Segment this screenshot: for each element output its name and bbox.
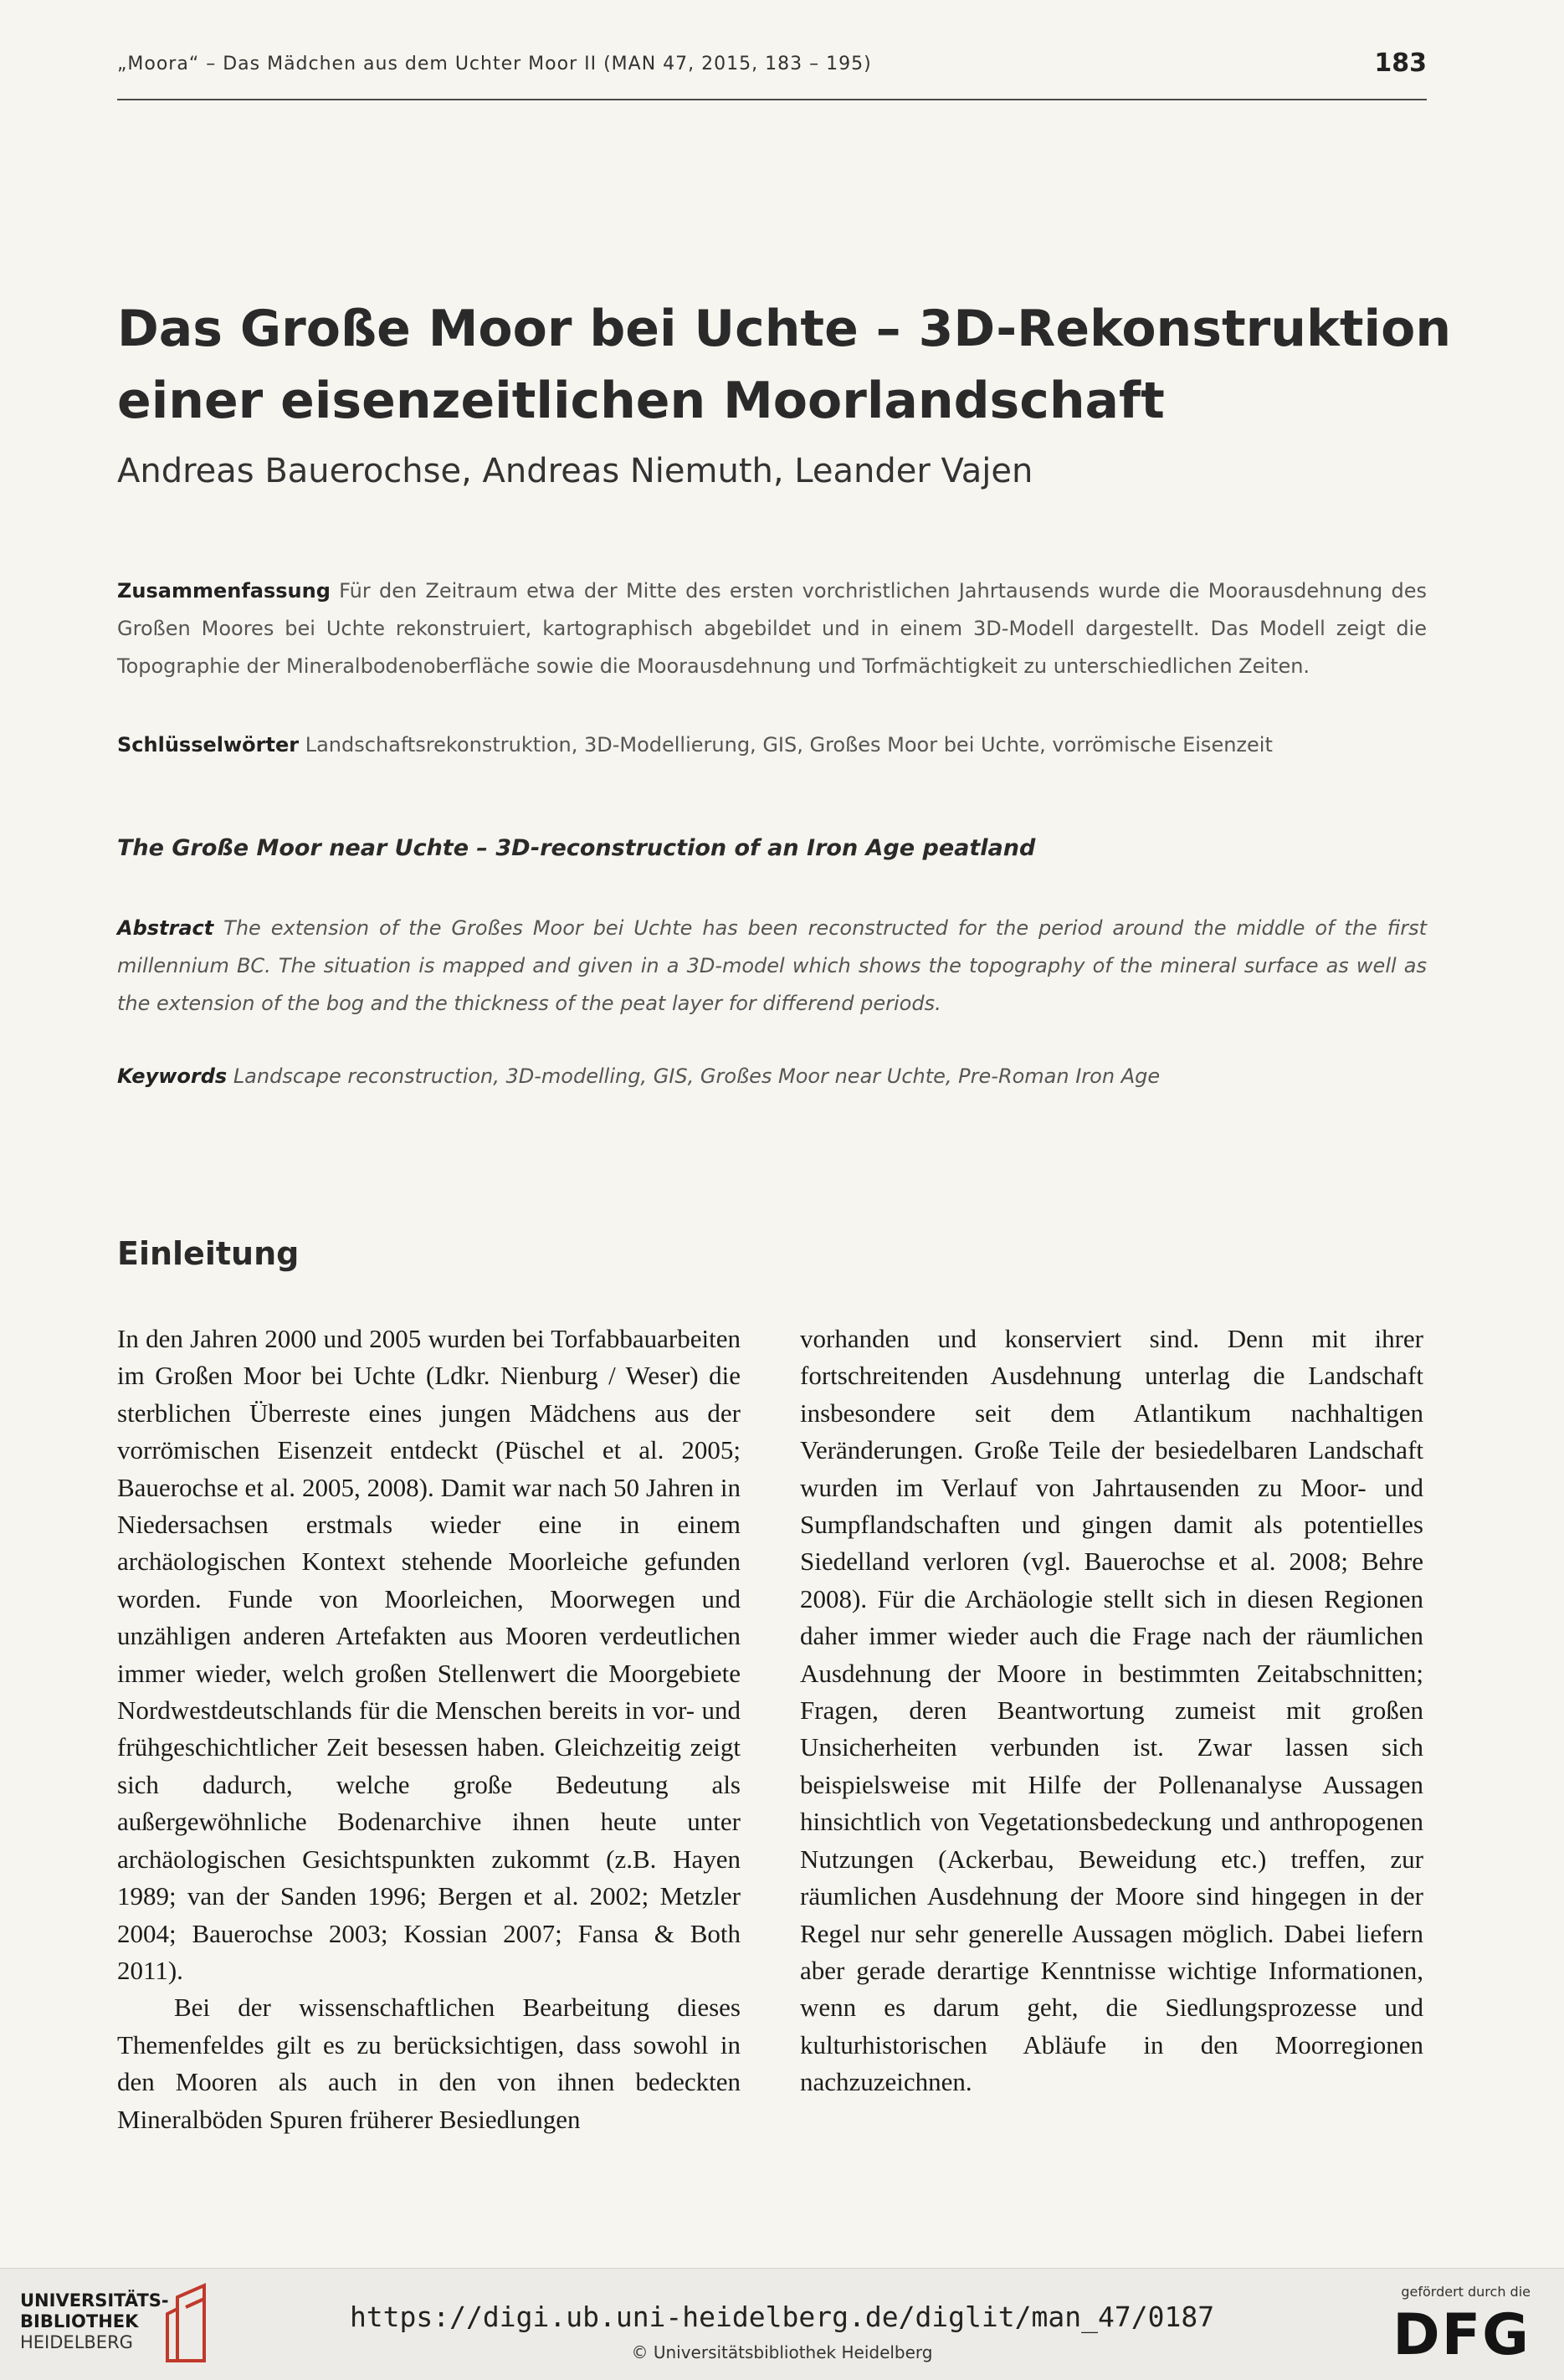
zusammenfassung-text: Für den Zeitraum etwa der Mitte des ersten vorchristlichen Jahrtausends wurde die Moorausdehnung des Großen Moores bei Uchte rekonstruiert, kartographisch abgebildet und in einem 3D-Modell dargestellt. Das Modell zeigt die Topographie der Mineralbodenoberfläche sowie die Moorausdehnung und Torfmächtigkeit zu unterschiedlichen Zeiten. (117, 579, 1427, 678)
article-title: Das Große Moor bei Uchte – 3D-Rekonstruktion einer eisenzeitlichen Moorlandschaft (117, 300, 1452, 430)
text-column-right (800, 1321, 1423, 2101)
abstract-label: Abstract (117, 916, 214, 940)
zusammenfassung-label: Zusammenfassung (117, 579, 331, 603)
article-authors: Andreas Bauerochse, Andreas Niemuth, Leander Vajen (117, 452, 1033, 490)
abstract-text: The extension of the Großes Moor bei Uchte has been reconstructed for the period around the middle of the first millennium BC. The situation is mapped and given in a 3D-model which shows the topography of the mineral surface as well as the extension of the bog and the thickness of the peat layer for differend periods. (117, 916, 1427, 1015)
library-name-line: HEIDELBERG (20, 2332, 133, 2352)
schluesselwoerter-text: Landschaftsrekonstruktion, 3D-Modellierung, GIS, Großes Moor bei Uchte, vorrömische Eisenzeit (305, 733, 1273, 757)
text-column-left (117, 1321, 741, 2138)
funding-note: gefördert durch die (1401, 2284, 1531, 2300)
keywords-label: Keywords (117, 1064, 228, 1088)
english-title: The Große Moor near Uchte – 3D-reconstruction of an Iron Age peatland (117, 835, 1036, 861)
paragraph: In den Jahren 2000 und 2005 wurden bei Torfabbauarbeiten im Großen Moor bei Uchte (Ldkr. Nienburg / Weser) die sterblichen Überreste eines jungen Mädchens aus der vorrömischen Eisenzeit entdeckt (Püschel et al. 2005; Bauerochse et al. 2005, 2008). Damit war nach 50 Jahren in Niedersachsen erstmals wieder eine in einem archäologischen Kontext stehende Moorleiche gefunden worden. Funde von Moorleichen, Moorwegen und unzähligen anderen Artefakten aus Mooren verdeutlichen immer wieder, welch großen Stellenwert die Moorgebiete Nordwestdeutschlands für die Menschen bereits in vor- und frühgeschichtlicher Zeit besessen haben. Gleichzeitig zeigt sich dadurch, welche große Bedeutung als außergewöhnliche Bodenarchive ihnen heute unter archäologischen Gesichtspunkten zukommt (z.B. Hayen 1989; van der Sanden 1996; Bergen et al. 2002; Metzler 2004; Bauerochse 2003; Kossian 2007; Fansa & Both 2011). (117, 1324, 741, 1985)
header-rule (117, 99, 1427, 100)
paragraph: Bei der wissenschaftlichen Bearbeitung dieses Themenfeldes gilt es zu berücksichtigen, dass sowohl in den Mooren als auch in den von ihnen bedeckten Mineralböden Spuren früherer Besiedlungen (117, 1993, 741, 2134)
copyright-notice: © Universitätsbibliothek Heidelberg (631, 2342, 933, 2362)
schluesselwoerter-label: Schlüsselwörter (117, 733, 300, 757)
abstract (117, 910, 1427, 1023)
running-header: „Moora“ – Das Mädchen aus dem Uchter Moor II (MAN 47, 2015, 183 – 195) (117, 54, 872, 74)
library-name-line: UNIVERSITÄTS- (20, 2290, 169, 2311)
paragraph: vorhanden und konserviert sind. Denn mit ihrer fortschreitenden Ausdehnung unterlag die Landschaft insbesondere seit dem Atlantikum nachhaltigen Veränderungen. Große Teile der besiedelbaren Landschaft wurden im Verlauf von Jahrtausenden zu Moor- und Sumpflandschaften und gingen damit als potentielles Siedelland verloren (vgl. Bauerochse et al. 2008; Behre 2008). Für die Archäologie stellt sich in diesen Regionen daher immer wieder auch die Frage nach der räumlichen Ausdehnung der Moore in bestimmten Zeitabschnitten; Fragen, deren Beantwortung zumeist mit großen Unsicherheiten verbunden ist. Zwar lassen sich beispielsweise mit Hilfe der Pollenanalyse Aussagen hinsichtlich von Vegetationsbedeckung und anthropogenen Nutzungen (Ackerbau, Beweidung etc.) treffen, zur räumlichen Ausdehnung der Moore sind hingegen in der Regel nur sehr generelle Aussagen möglich. Dabei liefern aber gerade derartige Kenntnisse wichtige Informationen, wenn es darum geht, die Siedlungsprozesse und kulturhistorischen Abläufe in den Moorregionen nachzuzeichnen. (800, 1324, 1423, 2097)
page-number: 183 (1374, 49, 1427, 78)
viewer-footer (0, 2268, 1564, 2380)
keywords (117, 1058, 1427, 1095)
dfg-logo: DFG (1392, 2302, 1531, 2368)
zusammenfassung (117, 572, 1427, 685)
keywords-text: Landscape reconstruction, 3D-modelling, GIS, Großes Moor near Uchte, Pre-Roman Iron Age (233, 1064, 1161, 1088)
schluesselwoerter (117, 726, 1427, 764)
section-heading: Einleitung (117, 1235, 300, 1272)
library-name-line: BIBLIOTHEK (20, 2311, 139, 2331)
permalink-url[interactable]: https://digi.ub.uni-heidelberg.de/diglit/man_47/0187 (349, 2300, 1215, 2333)
